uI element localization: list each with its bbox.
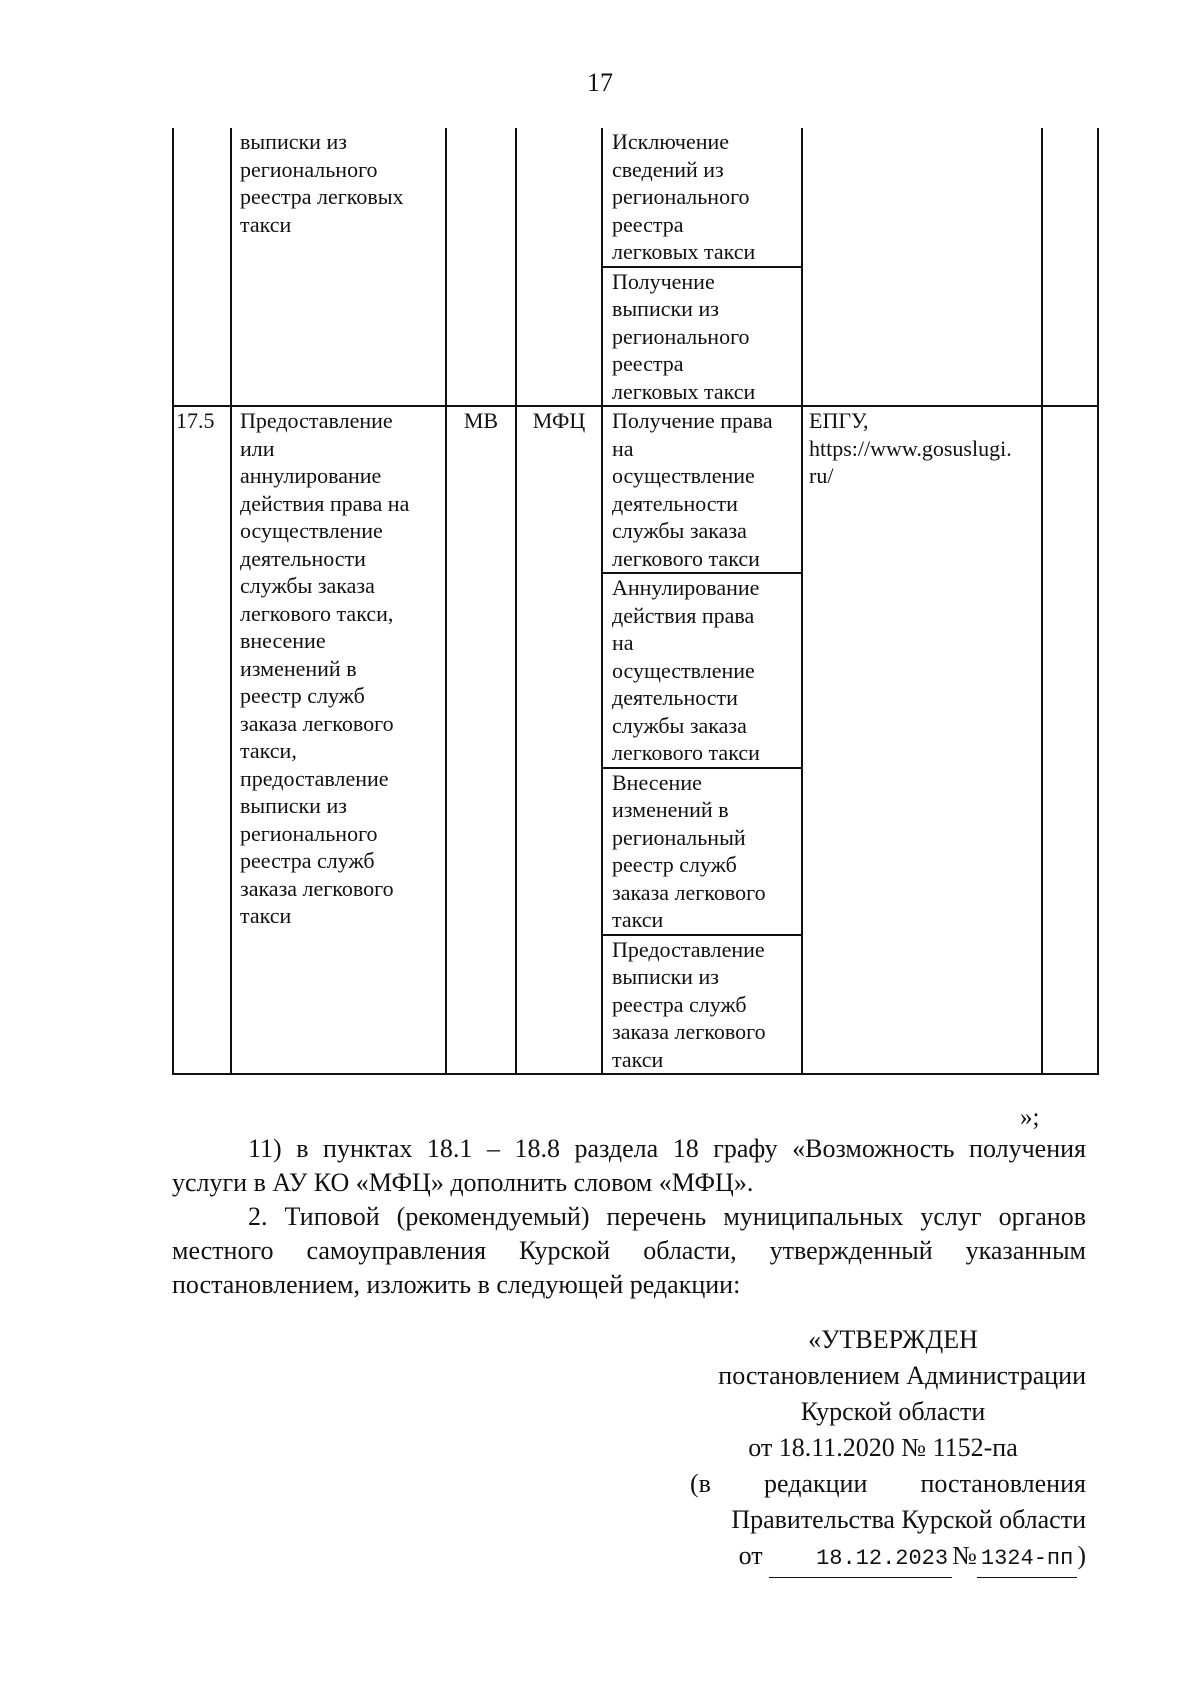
services-table xyxy=(172,128,1099,1075)
row-number-cell: 17.5 xyxy=(173,406,231,1074)
portal-cell xyxy=(802,128,1042,406)
approval-word: редакции xyxy=(764,1469,868,1498)
extra-cell xyxy=(1042,128,1098,406)
approval-line xyxy=(660,1538,1086,1578)
sub-service-cell: Внесение изменений в региональный реестр служб заказа легкового такси xyxy=(602,768,802,935)
sub-service-cell: Аннулирование действия права на осуществление деятельности службы заказа легкового такси xyxy=(602,573,802,768)
approval-line: Правительства Курской области xyxy=(731,1505,1086,1534)
approval-line: от 18.11.2020 № 1152-па xyxy=(748,1433,1018,1462)
provider-cell xyxy=(516,128,602,406)
approval-line: «УТВЕРЖДЕН xyxy=(808,1325,978,1354)
approval-date: 18.12.2023 xyxy=(769,1541,952,1578)
table-row xyxy=(173,128,1098,267)
sub-service-cell: Исключение сведений из регионального реестра легковых такси xyxy=(602,128,802,267)
approval-line: Курской области xyxy=(800,1397,986,1426)
body-text xyxy=(172,1132,1086,1302)
paragraph-11: 11) в пунктах 18.1 – 18.8 раздела 18 графу «Возможность получения услуги в АУ КО «МФЦ» дополнить словом «МФЦ». xyxy=(172,1134,1086,1197)
portal-cell: ЕПГУ, https://www.gosuslugi. ru/ xyxy=(802,406,1042,1074)
closing-quote: »; xyxy=(1020,1104,1040,1131)
approval-word: (в xyxy=(690,1469,711,1498)
approval-suffix: ) xyxy=(1077,1541,1086,1570)
extra-cell xyxy=(1042,406,1098,1074)
row-number-cell xyxy=(173,128,231,406)
level-cell xyxy=(446,128,516,406)
paragraph-2: 2. Типовой (рекомендуемый) перечень муниципальных услуг органов местного самоуправления Курской области, утвержденный указанным постановлением, изложить в следующей редакции: xyxy=(172,1202,1086,1299)
sub-service-cell: Получение права на осуществление деятельности службы заказа легкового такси xyxy=(602,406,802,573)
provider-cell: МФЦ xyxy=(516,406,602,1074)
table-row xyxy=(173,406,1098,573)
approval-prefix: от xyxy=(738,1541,763,1570)
approval-no-sign: № xyxy=(952,1541,977,1570)
approval-stamp-block xyxy=(660,1322,1086,1578)
service-name-cell: выписки из регионального реестра легковых такси xyxy=(231,128,446,406)
approval-word: постановления xyxy=(920,1469,1086,1498)
approval-number: 1324-пп xyxy=(977,1541,1077,1578)
sub-service-cell: Предоставление выписки из реестра служб заказа легкового такси xyxy=(602,935,802,1075)
approval-line: постановлением Администрации xyxy=(718,1361,1086,1390)
level-cell: МВ xyxy=(446,406,516,1074)
page-number: 17 xyxy=(587,68,613,97)
service-name-cell: Предоставление или аннулирование действия права на осуществление деятельности службы заказа легкового такси, внесение изменений в реестр служб заказа легкового такси, предоставление выписки из регионального реестра служб заказа легкового такси xyxy=(231,406,446,1074)
sub-service-cell: Получение выписки из регионального реестра легковых такси xyxy=(602,267,802,407)
approval-line xyxy=(660,1466,1086,1502)
